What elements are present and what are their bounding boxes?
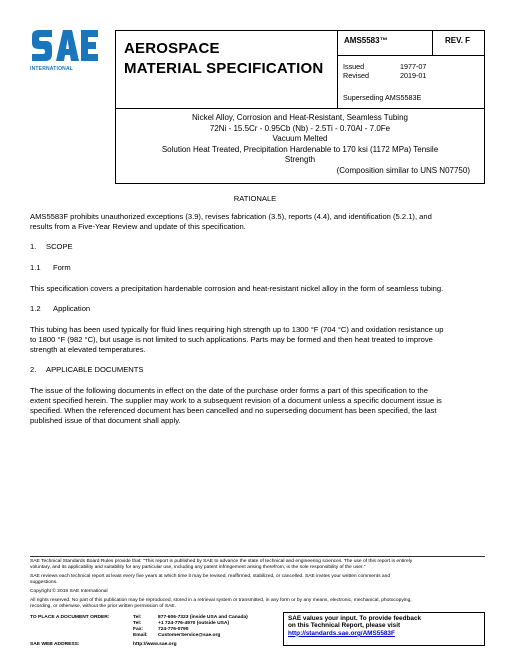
spec-title-line2: MATERIAL SPECIFICATION bbox=[124, 60, 324, 77]
section-1-1-title: Form bbox=[53, 263, 71, 272]
section-1-1-text: This specification covers a precipitation hardenable corrosion and heat-resistant nickel alloy in the form of seamless tubing. bbox=[30, 284, 444, 293]
section-2-text-4: published issue of that document shall apply. bbox=[30, 416, 181, 425]
web-link[interactable]: http://www.sae.org bbox=[133, 642, 177, 647]
rationale-heading: RATIONALE bbox=[233, 194, 277, 203]
footer-rights-1: All rights reserved. No part of this publication may be reproduced, stored in a retrieval system or transmitted, in any form or by any means, electronic, mechanical, photocopying, bbox=[30, 598, 412, 603]
section-1-2-text-3: strength at elevated temperatures. bbox=[30, 345, 146, 354]
section-1-2-text-2: to 1800 °F (982 °C), but usage is not limited to such applications. Parts may be formed and then heat treated to improve bbox=[30, 335, 433, 344]
web-label: SAE WEB ADDRESS: bbox=[30, 642, 80, 647]
section-2-number: 2. bbox=[30, 365, 37, 374]
section-1-title: SCOPE bbox=[46, 242, 73, 251]
feedback-box bbox=[283, 612, 485, 646]
issued-row bbox=[343, 62, 426, 71]
subject-line2: 72Ni - 15.5Cr - 0.95Cb (Nb) - 2.5Ti - 0.70Al - 7.0Fe bbox=[209, 123, 391, 133]
footer-divider bbox=[30, 556, 485, 557]
rationale-text-2: results from a Five-Year Review and update of this specification. bbox=[30, 222, 246, 231]
section-1-number: 1. bbox=[30, 242, 37, 251]
subject-line1: Nickel Alloy, Corrosion and Heat-Resistant, Seamless Tubing bbox=[192, 113, 408, 122]
feedback-link[interactable]: http://standards.sae.org/AMS5583F bbox=[288, 629, 395, 637]
section-1-2-text-1: This tubing has been used typically for fluid lines requiring high strength up to 1300 °F (704 °C) and oxidation resistance up bbox=[30, 325, 444, 334]
section-2-text-3: specified. When the referenced document has been cancelled and no superseding document has been specified, the last bbox=[30, 406, 437, 415]
section-1-2-number: 1.2 bbox=[30, 304, 41, 313]
section-1-1-number: 1.1 bbox=[30, 263, 41, 272]
tel-value: 877-606-7323 (inside USA and Canada) bbox=[158, 615, 248, 620]
footer-rights-2: recording, or otherwise, without the prior written permission of SAE. bbox=[30, 604, 176, 609]
subject-line5: Strength bbox=[284, 155, 316, 165]
revision-label: REV. F bbox=[432, 30, 485, 56]
section-1-2-title: Application bbox=[53, 304, 91, 313]
tel2-value: +1 724-776-4970 (outside USA) bbox=[158, 621, 230, 626]
section-2-text-2: extent specified herein. The supplier may work to a subsequent revision of a document unless a specific document issue is bbox=[30, 396, 442, 405]
spec-title-line1: AEROSPACE bbox=[124, 40, 220, 57]
footer-review-1: SAE reviews each technical report at least every five years at which time it may be revised, reaffirmed, stabilized, or cancelled. SAE invites your written comments and bbox=[30, 574, 391, 579]
footer-review-2: suggestions. bbox=[30, 580, 58, 585]
revised-value: 2019-01 bbox=[400, 71, 427, 80]
subject-composition: (Composition similar to UNS N07750) bbox=[336, 165, 470, 175]
order-label: TO PLACE A DOCUMENT ORDER: bbox=[30, 615, 110, 620]
subject-box bbox=[115, 108, 485, 184]
doc-number: AMS5583™ bbox=[337, 30, 433, 56]
subject-line4: Solution Heat Treated, Precipitation Hardenable to 170 ksi (1172 MPa) Tensile bbox=[161, 144, 439, 154]
footer-copyright: Copyright © 2019 SAE International bbox=[30, 589, 108, 594]
issued-label: Issued bbox=[343, 62, 365, 71]
revised-label: Revised bbox=[343, 71, 369, 80]
issued-value: 1977-07 bbox=[400, 62, 427, 71]
fax-value: 724-776-0790 bbox=[158, 627, 189, 632]
email-label: Email: bbox=[133, 633, 148, 638]
section-2-title: APPLICABLE DOCUMENTS bbox=[46, 365, 144, 374]
rationale-text-1: AMS5583F prohibits unauthorized exceptions (3.9), revises fabrication (3.5), reports (4.4), and identification (5.2.1), and bbox=[30, 212, 432, 221]
tel-label: Tel: bbox=[133, 615, 142, 620]
logo-subtitle: INTERNATIONAL bbox=[30, 66, 74, 72]
superseding-text: Superseding AMS5583E bbox=[343, 93, 422, 102]
footer-rules-2: voluntary, and its applicability and suitability for any particular use, including any patent infringement arising therefrom, is the sole responsibility of the user." bbox=[30, 565, 366, 570]
subject-line3: Vacuum Melted bbox=[272, 134, 328, 144]
revised-row bbox=[343, 71, 426, 80]
section-2-text-1: The issue of the following documents in effect on the date of the purchase order forms a part of this specification to the bbox=[30, 386, 428, 395]
email-link[interactable]: CustomerService@sae.org bbox=[158, 633, 221, 638]
tel2-label: Tel: bbox=[133, 621, 142, 626]
spec-title-box bbox=[115, 30, 338, 109]
fax-label: Fax: bbox=[133, 627, 144, 632]
feedback-text-2: on this Technical Report, please visit bbox=[288, 622, 401, 630]
issue-info-box bbox=[337, 55, 485, 109]
feedback-text-1: SAE values your input. To provide feedback bbox=[288, 615, 422, 622]
footer-rules-1: SAE Technical Standards Board Rules provide that: "This report is published by SAE to advance the state of technical and engineering sciences. The use of this report is entirely bbox=[30, 559, 413, 564]
